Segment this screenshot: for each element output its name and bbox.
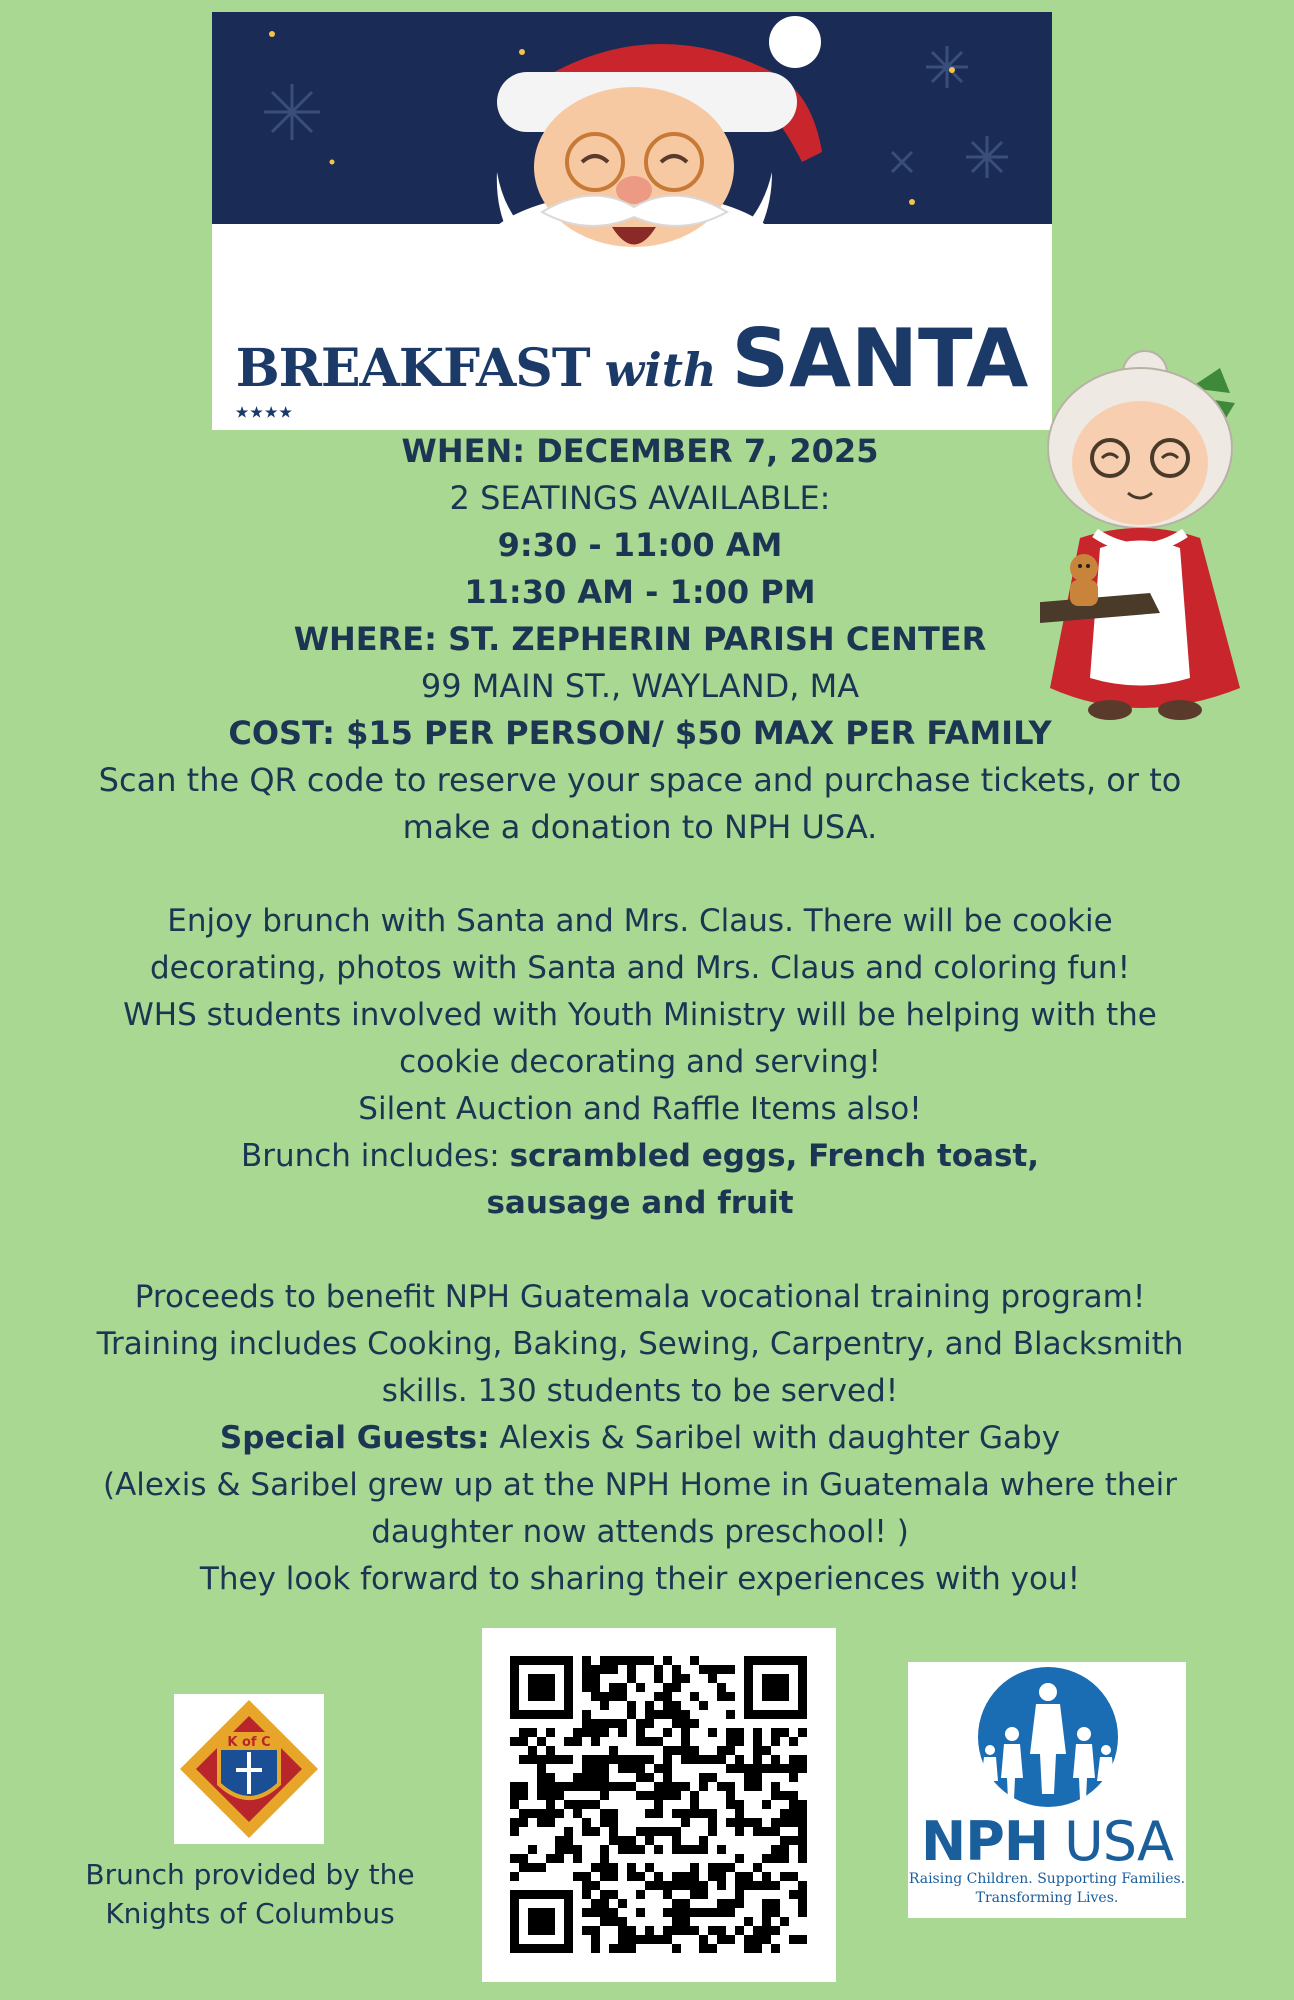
proceeds-line-2: Training includes Cooking, Baking, Sewing, Carpentry, and Blacksmith — [96, 1326, 1184, 1362]
seating-time-1: 9:30 - 11:00 AM — [497, 526, 783, 564]
nph-name-usa: USA — [1048, 1810, 1173, 1873]
event-where: WHERE: ST. ZEPHERIN PARISH CENTER — [293, 620, 987, 658]
brunch-includes — [40, 1133, 1240, 1180]
nph-name-nph: NPH — [921, 1810, 1049, 1873]
event-when: WHEN: DECEMBER 7, 2025 — [401, 432, 879, 470]
kofc-caption — [60, 1855, 440, 1933]
nph-tagline-line-2: Transforming Lives. — [975, 1890, 1119, 1906]
enjoy-text-2: decorating, photos with Santa and Mrs. Claus and coloring fun! — [149, 950, 1131, 986]
nph-family-icon — [908, 1662, 1186, 1812]
guests-note-1: (Alexis & Saribel grew up at the NPH Home in Guatemala where their — [102, 1467, 1178, 1503]
special-guests — [40, 1415, 1240, 1462]
brunch-prefix: Brunch includes: — [240, 1138, 510, 1174]
kofc-logo — [174, 1694, 324, 1844]
qr-code[interactable] — [482, 1628, 836, 1982]
whs-text-2: cookie decorating and serving! — [399, 1044, 881, 1080]
scan-instructions-2: make a donation to NPH USA. — [402, 808, 878, 846]
seating-time-2: 11:30 AM - 1:00 PM — [464, 573, 816, 611]
proceeds-line-3: skills. 130 students to be served! — [381, 1373, 899, 1409]
kofc-caption-line-2: Knights of Columbus — [105, 1897, 395, 1930]
event-details — [40, 898, 1240, 1227]
kofc-logo-text: K of C — [227, 1735, 271, 1750]
nph-tagline-line-1: Raising Children. Supporting Families. — [908, 1871, 1186, 1887]
proceeds-line-1: Proceeds to benefit NPH Guatemala vocational training program! — [134, 1279, 1146, 1315]
banner-title-with: with — [604, 343, 717, 397]
enjoy-text-1: Enjoy brunch with Santa and Mrs. Claus. There will be cookie — [167, 903, 1113, 939]
nph-usa-logo — [908, 1662, 1186, 1918]
qr-finder-pattern — [510, 1890, 573, 1953]
qr-code-pattern[interactable] — [482, 1628, 836, 1982]
brunch-items-1: scrambled eggs, French toast, — [509, 1138, 1040, 1174]
banner-title — [212, 312, 1052, 405]
event-cost: COST: $15 PER PERSON/ $50 MAX PER FAMILY — [228, 714, 1052, 752]
guests-note-2: daughter now attends preschool! ) — [371, 1514, 909, 1550]
qr-finder-pattern — [510, 1656, 573, 1719]
nph-usa-name — [908, 1810, 1186, 1873]
whs-text-1: WHS students involved with Youth Ministry will be helping with the — [123, 997, 1157, 1033]
event-address: 99 MAIN ST., WAYLAND, MA — [420, 667, 860, 705]
nph-tagline — [908, 1870, 1186, 1908]
closing-line: They look forward to sharing their experiences with you! — [199, 1561, 1081, 1597]
scan-instructions-1: Scan the QR code to reserve your space and purchase tickets, or to — [98, 761, 1182, 799]
auction-text: Silent Auction and Raffle Items also! — [358, 1091, 922, 1127]
event-info — [40, 428, 1240, 851]
proceeds-section — [40, 1274, 1240, 1603]
brunch-items-2: sausage and fruit — [486, 1185, 794, 1221]
santa-illustration — [212, 12, 1052, 312]
kofc-emblem-icon — [174, 1694, 324, 1844]
qr-finder-pattern — [744, 1656, 807, 1719]
special-guests-label: Special Guests: — [219, 1420, 490, 1456]
banner-title-santa: SANTA — [731, 312, 1029, 405]
event-banner — [212, 12, 1052, 430]
seatings-label: 2 SEATINGS AVAILABLE: — [449, 479, 831, 517]
kofc-caption-line-1: Brunch provided by the — [85, 1858, 415, 1891]
banner-title-breakfast: BREAKFAST ★★★★ — [236, 338, 590, 399]
special-guests-names: Alexis & Saribel with daughter Gaby — [489, 1420, 1061, 1456]
